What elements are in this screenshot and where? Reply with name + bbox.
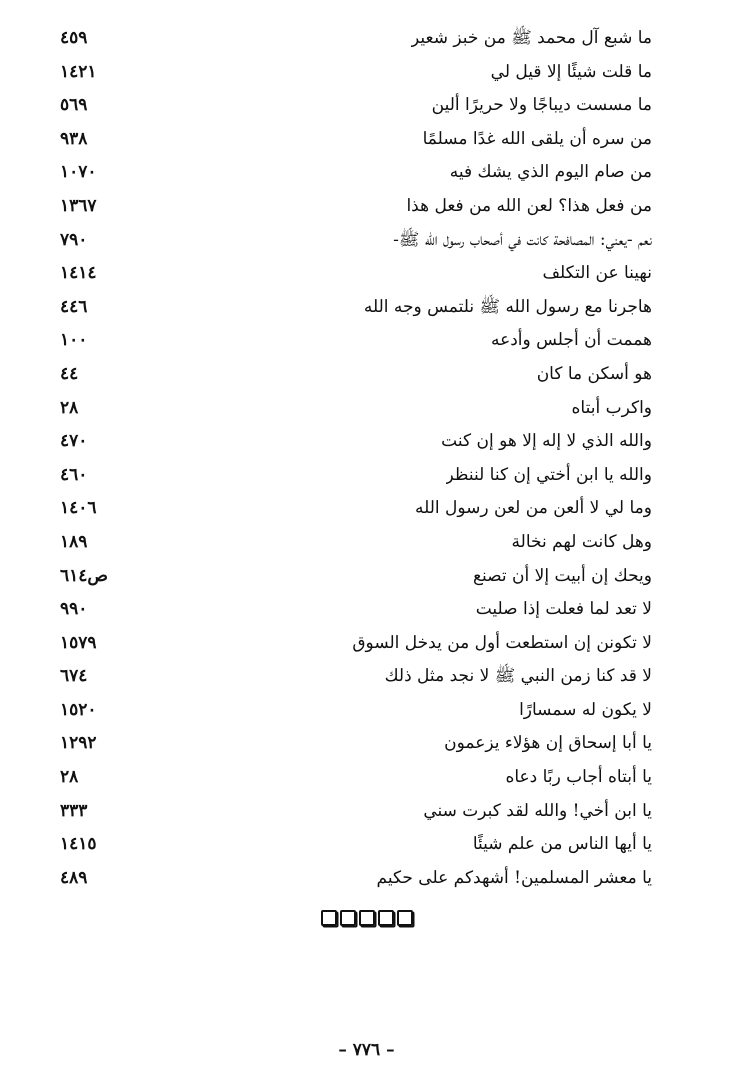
entry-reference-number: ١٢٩٢ [60, 733, 97, 754]
index-entry [60, 257, 652, 291]
entry-text: من سره أن يلقى الله غدًا مسلمًا [422, 128, 652, 149]
entry-reference-number: ٤٤٦ [60, 296, 88, 317]
entry-text: والله يا ابن أختي إن كنا لننظر [445, 464, 652, 485]
index-entry [60, 627, 652, 661]
entry-text: يا أيها الناس من علم شيئًا [472, 834, 652, 855]
ornament-box-icon [397, 910, 413, 926]
index-entry [60, 22, 652, 56]
entry-reference-number: ٩٣٨ [60, 128, 88, 149]
entry-reference-number: ١٤٢١ [60, 61, 97, 82]
index-entry [60, 123, 652, 157]
index-entry [60, 224, 652, 258]
ornament-box-icon [321, 910, 337, 926]
index-entry [60, 156, 652, 190]
entry-reference-number: ١٥٢٠ [60, 699, 97, 720]
entry-text: يا معشر المسلمين! أشهدكم على حكيم [376, 867, 652, 888]
index-entry [60, 459, 652, 493]
entry-text: ما قلت شيئًا إلا قيل لي [490, 61, 652, 82]
entry-reference-number: ٤٨٩ [60, 867, 88, 888]
entry-reference-number: ٤٤ [60, 363, 79, 384]
entry-text: والله الذي لا إله إلا هو إن كنت [441, 431, 652, 452]
entry-reference-number: ٤٦٠ [60, 464, 88, 485]
entry-text: من صام اليوم الذي يشك فيه [449, 162, 652, 183]
index-entry [60, 660, 652, 694]
index-entry [60, 56, 652, 90]
entry-reference-number: ١٥٧٩ [60, 632, 97, 653]
index-entry [60, 727, 652, 761]
ornament-box-icon [378, 910, 394, 926]
ornament-box-icon [359, 910, 375, 926]
entry-text: ويحك إن أبيت إلا أن تصنع [472, 565, 652, 586]
index-entry [60, 694, 652, 728]
entry-reference-number: ٢٨ [60, 397, 79, 418]
entry-text: من فعل هذا؟ لعن الله من فعل هذا [406, 195, 652, 216]
entry-reference-number: ٤٧٠ [60, 431, 88, 452]
entry-text: هممت أن أجلس وأدعه [490, 330, 652, 351]
entry-reference-number: ٢٨ [60, 767, 79, 788]
index-entry [60, 526, 652, 560]
entry-text: وهل كانت لهم نخالة [511, 531, 652, 552]
entry-text: هو أسكن ما كان [536, 363, 652, 384]
entry-text: ما شبع آل محمد ﷺ من خبز شعير [411, 28, 652, 48]
entry-reference-number: ١٣٦٧ [60, 195, 97, 216]
entry-reference-number: ١٠٧٠ [60, 162, 97, 183]
index-entry [60, 593, 652, 627]
entry-reference-number: ١٤١٥ [60, 834, 97, 855]
entry-text: يا أبتاه أجاب ربًا دعاه [505, 767, 652, 788]
index-entry [60, 89, 652, 123]
entry-text: لا تكونن إن استطعت أول من يدخل السوق [352, 632, 652, 653]
page-number: – ٧٧٦ – [338, 1040, 395, 1060]
entry-text: لا يكون له سمسارًا [519, 699, 652, 720]
index-entry [60, 492, 652, 526]
index-entry [60, 560, 652, 594]
entry-text: نهينا عن التكلف [542, 263, 652, 284]
entry-text: ما مسست ديباجًا ولا حريرًا ألين [431, 95, 652, 116]
index-entry [60, 862, 652, 896]
entry-reference-number: ١٠٠ [60, 330, 88, 351]
index-entry [60, 795, 652, 829]
entry-text: واكرب أبتاه [571, 397, 652, 418]
entry-text: هاجرنا مع رسول الله ﷺ نلتمس وجه الله [363, 296, 652, 317]
index-entry [60, 425, 652, 459]
entry-reference-number: ص٦١٤ [60, 565, 108, 586]
entry-reference-number: ٦٧٤ [60, 666, 88, 687]
entry-text: يا ابن أخي! والله لقد كبرت سني [423, 800, 652, 821]
index-entries-list [60, 22, 652, 895]
entry-text: نعم -يعني: المصافحة كانت في أصحاب رسول الله ﷺ- [393, 229, 652, 250]
index-entry [60, 358, 652, 392]
index-entry [60, 190, 652, 224]
entry-reference-number: ٣٣٣ [60, 800, 88, 821]
entry-text: وما لي لا ألعن من لعن رسول الله [414, 498, 652, 519]
index-entry [60, 761, 652, 795]
ornament-box-icon [340, 910, 356, 926]
entry-reference-number: ٩٩٠ [60, 599, 88, 620]
entry-reference-number: ٧٩٠ [60, 229, 88, 250]
index-entry [60, 291, 652, 325]
index-entry [60, 392, 652, 426]
entry-text: لا تعد لما فعلت إذا صليت [475, 599, 652, 620]
end-of-section-mark [0, 910, 733, 926]
index-entry [60, 828, 652, 862]
entry-text: يا أبا إسحاق إن هؤلاء يزعمون [444, 733, 652, 754]
entry-text: لا قد كنا زمن النبي ﷺ لا نجد مثل ذلك [384, 666, 652, 687]
entry-reference-number: ١٤٠٦ [60, 498, 97, 519]
entry-reference-number: ١٨٩ [60, 531, 88, 552]
index-entry [60, 324, 652, 358]
entry-reference-number: ٥٦٩ [60, 95, 88, 116]
entry-reference-number: ٤٥٩ [60, 28, 88, 48]
entry-reference-number: ١٤١٤ [60, 263, 97, 284]
